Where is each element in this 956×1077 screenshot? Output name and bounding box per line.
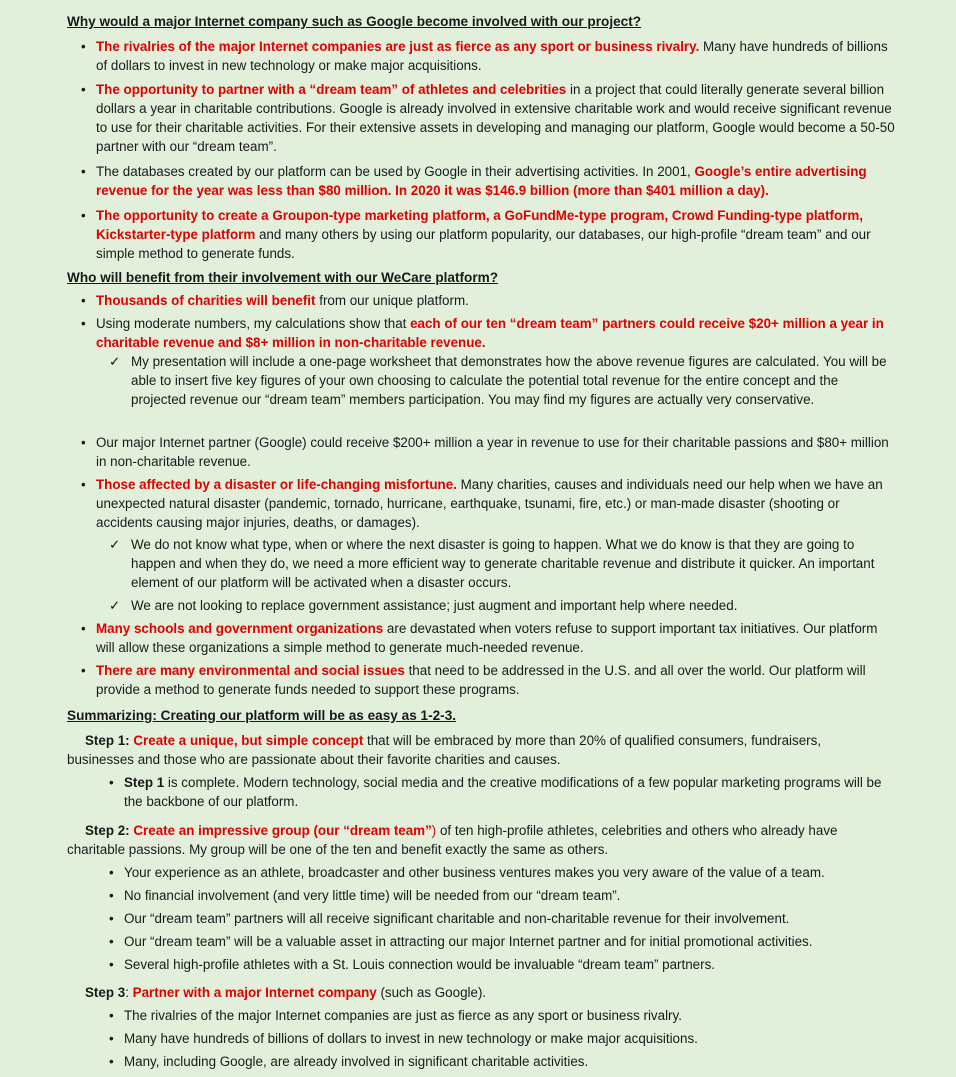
bullet-icon: • [81,164,86,179]
checklist-item: ✓ We do not know what type, when or where the next disaster is going to happen. What we do know is that they are going to happen and when they do, we need a more efficient way to generate charitable revenue and distribute it quicker. An important element of our platform will be activated when a disaster occurs. [109,537,875,590]
bullet-icon: • [81,435,86,450]
bullet-icon: • [81,621,86,636]
bullet-icon: • [109,888,114,903]
list-item: • The databases created by our platform can be used by Google in their advertising activities. In 2001, Google’s entire advertising revenue for the year was less than $80 million. In 2020 it was $146.9 billion (more than $401 million a day). [81,164,867,198]
list-item: • Our “dream team” will be a valuable asset in attracting our major Internet partner and for initial promotional activities. [109,934,813,949]
checklist-item: ✓ We are not looking to replace government assistance; just augment and important help where needed. [109,598,738,613]
list-item: • Those affected by a disaster or life-changing misfortune. Many charities, causes and individuals need our help when we have an unexpected natural disaster (pandemic, tornado, hurricane, earthquake, tsunami, fire, etc.) or man-made disaster (shooting or accidents causing major injuries, deaths, or damages). [81,477,883,530]
list-item: • Our major Internet partner (Google) could receive $200+ million a year in revenue to use for their charitable passions and $80+ million in non-charitable revenue. [81,435,889,469]
bullet-icon: • [109,1031,114,1046]
bullet-icon: • [109,865,114,880]
heading-why-google: Why would a major Internet company such as Google become involved with our project? [67,14,642,29]
bullet-icon: • [81,39,86,54]
bullet-icon: • [109,957,114,972]
list-item: • The opportunity to create a Groupon-type marketing platform, a GoFundMe-type program, Crowd Funding-type platform, Kickstarter-type platform and many others by using our platform popularity, our databases, our high-profile “dream team” and our simple method to generate funds. [81,208,871,261]
list-item: • Your experience as an athlete, broadcaster and other business ventures makes you very aware of the value of a team. [109,865,825,880]
checkmark-icon: ✓ [109,598,121,613]
bullet-icon: • [109,775,114,790]
bullet-icon: • [109,911,114,926]
bullet-icon: • [81,477,86,492]
checkmark-icon: ✓ [109,354,121,369]
step-3: Step 3: Partner with a major Internet company (such as Google). [85,985,487,1000]
bullet-icon: • [109,934,114,949]
list-item: • Many have hundreds of billions of dollars to invest in new technology or make major acquisitions. [109,1031,698,1046]
heading-summarizing: Summarizing: Creating our platform will be as easy as 1-2-3. [67,708,457,723]
bullet-icon: • [81,82,86,97]
heading-who-benefits: Who will benefit from their involvement with our WeCare platform? [67,270,499,285]
bullet-icon: • [81,293,86,308]
checkmark-icon: ✓ [109,537,121,552]
list-item: • The rivalries of the major Internet companies are just as fierce as any sport or business rivalry. [109,1008,682,1023]
list-item: • The rivalries of the major Internet companies are just as fierce as any sport or business rivalry. Many have hundreds of billions of dollars to invest in new technology or make major acquisitions. [81,39,888,73]
list-item: • The opportunity to partner with a “dream team” of athletes and celebrities in a project that could literally generate several billion dollars a year in charitable contributions. Google is already involved in extensive charitable work and would receive significant revenue to use for their charitable activities. For their extensive assets in developing and managing our platform, Google would become a 50-50 partner with our “dream team”. [81,82,895,154]
bullet-icon: • [81,316,86,331]
bullet-icon: • [109,1008,114,1023]
list-item: • Step 1 is complete. Modern technology, social media and the creative modifications of a few popular marketing programs will be the backbone of our platform. [109,775,882,809]
list-item: • Many schools and government organizations are devastated when voters refuse to support important tax initiatives. Our platform will allow these organizations a simple method to generate much-needed revenue. [81,621,878,655]
bullet-icon: • [81,663,86,678]
list-item: • There are many environmental and social issues that need to be addressed in the U.S. and all over the world. Our platform will provide a method to generate funds needed to support these programs. [81,663,866,697]
step-2: Step 2: Create an impressive group (our “dream team”) of ten high-profile athletes, celebrities and others who already have charitable passions. My group will be one of the ten and benefit exactly the same as others. [67,823,838,857]
bullet-icon: • [109,1054,114,1069]
checklist-item: ✓ My presentation will include a one-page worksheet that demonstrates how the above revenue figures are calculated. You will be able to insert five key figures of your own choosing to calculate the potential total revenue for the entire concept and the projected revenue our “dream team” members participation. You may find my figures are actually very conservative. [109,354,887,407]
list-item: • Many, including Google, are already involved in significant charitable activities. [109,1054,589,1069]
step-1: Step 1: Create a unique, but simple concept that will be embraced by more than 20% of qualified consumers, fundraisers, businesses and those who are passionate about their favorite charities and causes. [67,733,822,767]
bullet-icon: • [81,208,86,223]
list-item: • Several high-profile athletes with a St. Louis connection would be invaluable “dream team” partners. [109,957,715,972]
list-item: • No financial involvement (and very little time) will be needed from our “dream team”. [109,888,621,903]
list-item: • Our “dream team” partners will all receive significant charitable and non-charitable revenue for their involvement. [109,911,790,926]
list-item: • Thousands of charities will benefit from our unique platform. [81,293,469,308]
list-item: • Using moderate numbers, my calculations show that each of our ten “dream team” partners could receive $20+ million a year in charitable revenue and $8+ million in non-charitable revenue. [81,316,884,350]
